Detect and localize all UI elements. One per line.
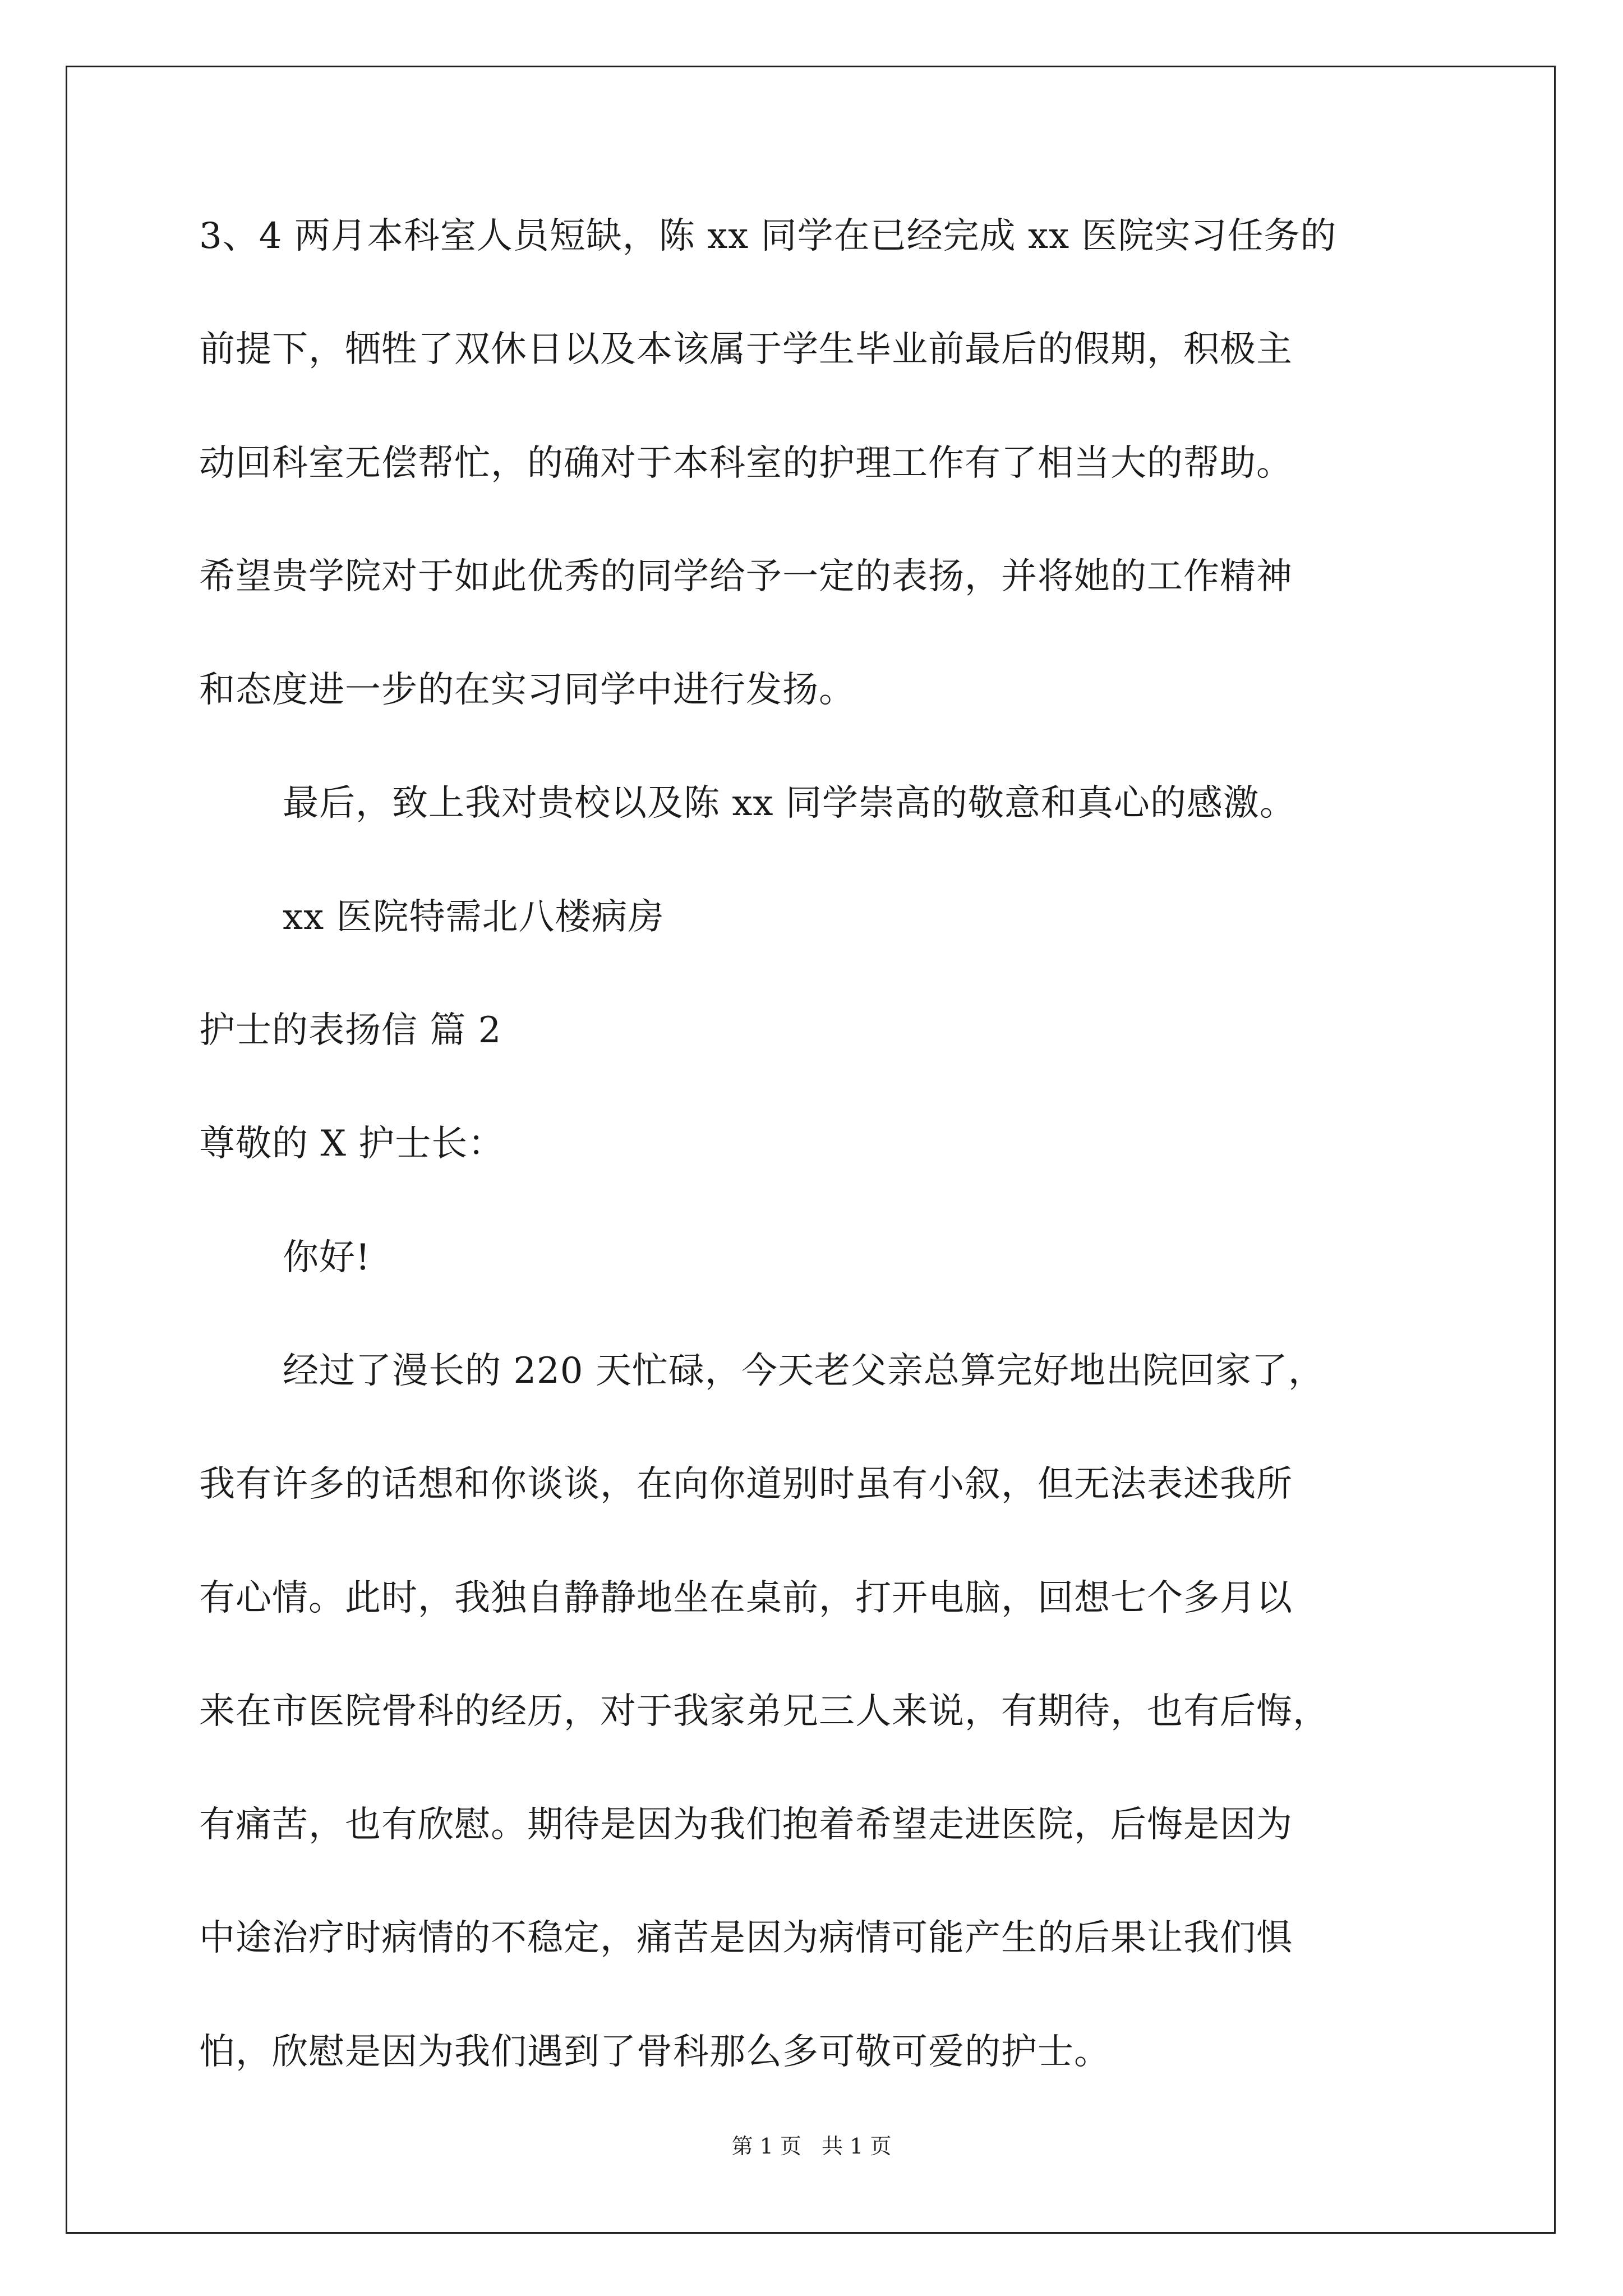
page-footer: 第 1 页 共 1 页 xyxy=(731,2134,892,2159)
document-body xyxy=(199,211,1438,2140)
signature-line: xx 医院特需北八楼病房 xyxy=(283,896,665,938)
text-line: 我有许多的话想和你谈谈，在向你道别时虽有小叙，但无法表述我所 xyxy=(199,1464,1293,1506)
greeting: 你好! xyxy=(283,1236,371,1278)
text-line: 中途治疗时病情的不稳定，痛苦是因为病情可能产生的后果让我们惧 xyxy=(199,1917,1293,1959)
text-line: 前提下，牺牲了双休日以及本该属于学生毕业前最后的假期，积极主 xyxy=(199,329,1293,371)
text-line: 有痛苦，也有欣慰。期待是因为我们抱着希望走进医院，后悔是因为 xyxy=(199,1804,1293,1846)
salutation: 尊敬的 X 护士长： xyxy=(199,1123,505,1165)
text-line: 希望贵学院对于如此优秀的同学给予一定的表扬，并将她的工作精神 xyxy=(199,555,1293,597)
text-line: 经过了漫长的 220 天忙碌，今天老父亲总算完好地出院回家了， xyxy=(283,1350,1325,1392)
text-line: 来在市医院骨科的经历，对于我家弟兄三人来说，有期待，也有后悔， xyxy=(199,1690,1329,1732)
text-line: 3、4 两月本科室人员短缺，陈 xx 同学在已经完成 xx 医院实习任务的 xyxy=(199,215,1337,257)
text-line: 和态度进一步的在实习同学中进行发扬。 xyxy=(199,669,855,711)
text-line: 有心情。此时，我独自静静地坐在桌前，打开电脑，回想七个多月以 xyxy=(199,1577,1293,1619)
section-heading: 护士的表扬信 篇 2 xyxy=(199,1010,502,1052)
text-line: 动回科室无偿帮忙，的确对于本科室的护理工作有了相当大的帮助。 xyxy=(199,442,1293,484)
text-line: 怕，欣慰是因为我们遇到了骨科那么多可敬可爱的护士。 xyxy=(199,2031,1110,2073)
closing-paragraph: 最后，致上我对贵校以及陈 xx 同学崇高的敬意和真心的感激。 xyxy=(283,783,1296,825)
